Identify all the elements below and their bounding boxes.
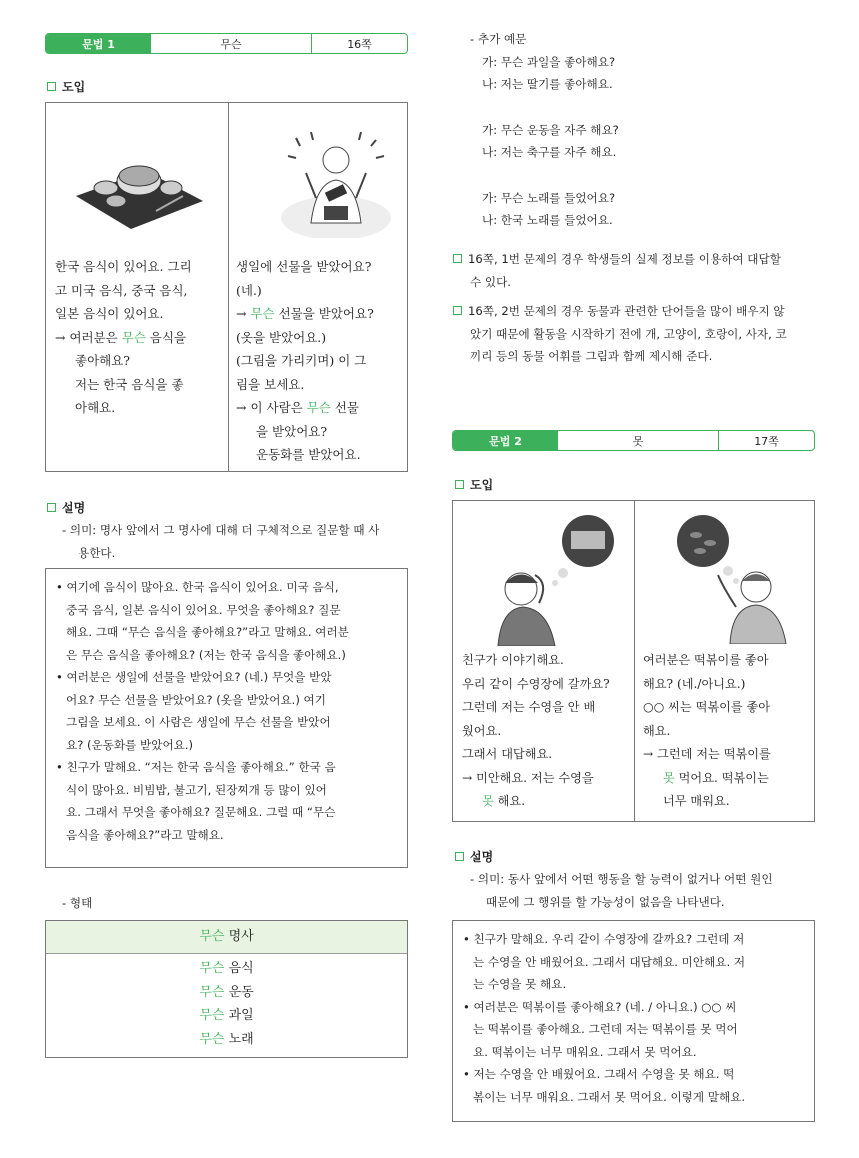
note-2 [453, 300, 787, 368]
intro-text-col2 [643, 649, 815, 814]
highlight-word: 무슨 [199, 1008, 225, 1023]
swimming-thought-illustration [483, 511, 623, 646]
intro-divider [228, 103, 229, 471]
highlight-word: 못 [663, 770, 675, 785]
text-line: 해요. 그때 “무슨 음식을 좋아해요?”라고 말해요. 여러분 [66, 625, 349, 639]
text-line [236, 302, 408, 326]
extra-label: - 추가 예문 [470, 32, 527, 46]
text-line: 음식을 좋아해요?”라고 말해요. [66, 827, 224, 842]
gift-person-illustration [276, 128, 396, 238]
text-line: 여러분은 떡볶이를 좋아 [643, 653, 769, 667]
korean-food-illustration [71, 141, 206, 231]
intro-heading [47, 78, 85, 95]
text-line: 좋아해요? [75, 353, 131, 368]
explain-box [45, 568, 408, 868]
text-line: 을 받았어요? [256, 423, 328, 439]
form-row [46, 1004, 407, 1028]
text-line: 식이 많아요. 비빔밥, 불고기, 된장찌개 등 많이 있어 [66, 782, 327, 797]
text-line: 림을 보세요. [236, 376, 305, 392]
highlight-word: 무슨 [199, 1031, 225, 1047]
text-line [643, 767, 815, 791]
example-line: 나: 한국 노래를 들었어요. [482, 213, 613, 227]
square-bullet-icon [455, 852, 464, 861]
note-1 [453, 248, 781, 293]
text-line: 볶이는 너무 매워요. 그래서 못 먹어요. 이렇게 말해요. [473, 1089, 746, 1104]
grammar-page: 16쪽 [311, 34, 407, 53]
text-line: • 친구가 말해요. “저는 한국 음식을 좋아해요.” 한국 음 [56, 760, 336, 774]
text-run: 선물 [330, 400, 359, 415]
text-line: 웠어요. [462, 723, 502, 738]
intro-text-col2 [236, 255, 408, 467]
form-row [46, 1028, 407, 1052]
explain-heading-text: 설명 [470, 850, 494, 864]
text-run: 해요. [493, 794, 526, 808]
highlight-word: 무슨 [199, 984, 225, 1000]
text-run: 과일 [224, 1008, 254, 1023]
text-line: (그림을 가리키며) 이 그 [236, 353, 367, 368]
text-line: 용한다. [78, 545, 116, 560]
form-table [45, 920, 408, 1058]
text-line: 생일에 선물을 받았어요? [236, 259, 372, 274]
text-line [462, 790, 634, 814]
text-line: (네.) [236, 282, 262, 298]
text-line: 한국 음식이 있어요. 그리 [55, 259, 192, 274]
text-line: 수 있다. [470, 274, 511, 289]
text-line: 어요? 무슨 선물을 받았어요? (옷을 받았어요.) 여기 [66, 692, 326, 707]
explain-heading-2 [455, 848, 493, 865]
text-line: 일본 음식이 있어요. [55, 306, 164, 321]
text-line: - 의미: 동사 앞에서 어떤 행동을 할 능력이 없거나 어떤 원인 [470, 872, 773, 886]
example-line: 가: 무슨 과일을 좋아해요? [482, 54, 616, 69]
square-bullet-icon [47, 503, 56, 512]
grammar-page: 17쪽 [718, 431, 814, 450]
text-line: • 여기에 음식이 많아요. 한국 음식이 있어요. 미국 음식, [56, 580, 339, 594]
grammar-label: 문법 1 [46, 34, 151, 53]
text-run: 음식 [224, 961, 254, 976]
text-line: 그림을 보세요. 이 사람은 생일에 무슨 선물을 받았어 [66, 715, 331, 729]
intro-heading-2 [455, 476, 493, 493]
text-line: 너무 매워요. [663, 794, 730, 808]
text-line: • 여러분은 떡볶이를 좋아해요? (네. / 아니요.) ○○ 씨 [463, 999, 737, 1014]
highlight-word: 무슨 [250, 306, 275, 321]
text-run: → 여러분은 [55, 329, 122, 345]
text-line: → 미안해요. 저는 수영을 [462, 770, 594, 785]
text-run: 음식을 [145, 329, 187, 345]
grammar-title: 못 [632, 434, 644, 448]
text-line: 는 수영을 못 해요. [473, 977, 567, 991]
intro-heading-text: 도입 [62, 80, 86, 94]
form-table-header [46, 921, 407, 954]
text-run: 먹어요. 떡볶이는 [674, 770, 769, 785]
intro-box-2 [452, 500, 815, 822]
text-run: 운동 [224, 984, 254, 1000]
text-line: • 여러분은 생일에 선물을 받았어요? (네.) 무엇을 받았 [56, 670, 332, 684]
text-line: • 저는 수영을 안 배웠어요. 그래서 수영을 못 해요. 떡 [463, 1067, 735, 1081]
text-run: 명사 [224, 929, 254, 944]
text-line: 는 떡볶이를 좋아해요. 그런데 저는 떡볶이를 못 먹어 [473, 1022, 738, 1036]
text-run: 16쪽, 2번 문제의 경우 동물과 관련한 단어들을 많이 배우지 않 [468, 304, 785, 318]
form-row [46, 957, 407, 981]
explain-heading [47, 499, 85, 516]
intro-text-col1 [462, 649, 634, 814]
example-line: 가: 무슨 운동을 자주 해요? [482, 122, 619, 137]
text-line: 요. 떡볶이는 너무 매워요. 그래서 못 먹어요. [473, 1044, 697, 1059]
example-line: 가: 무슨 노래를 들었어요? [482, 190, 616, 205]
text-line: 해요? (네./아니요.) [643, 676, 746, 691]
grammar-label: 문법 2 [453, 431, 558, 450]
explain-heading-text: 설명 [62, 501, 86, 515]
form-rows [46, 957, 407, 1051]
text-run: 16쪽, 1번 문제의 경우 학생들의 실제 정보를 이용하여 대답할 [468, 252, 781, 266]
text-line: - 의미: 명사 앞에서 그 명사에 대해 더 구체적으로 질문할 때 사 [62, 523, 380, 537]
text-line: 그런데 저는 수영을 안 배 [462, 700, 596, 714]
text-run: → [236, 306, 251, 321]
highlight-word: 무슨 [199, 961, 225, 976]
text-line: 요? (운동화를 받았어요.) [66, 737, 194, 752]
text-line: 해요. [643, 723, 671, 738]
highlight-word: 무슨 [199, 929, 225, 944]
text-line: 요. 그래서 무엇을 좋아해요? 질문해요. 그럴 때 “무슨 [66, 805, 336, 819]
intro-text-col1 [55, 255, 227, 420]
meaning-text [62, 519, 379, 564]
square-bullet-icon [455, 480, 464, 489]
example-line: 나: 저는 딸기를 좋아해요. [482, 77, 613, 91]
text-line: ○○ 씨는 떡볶이를 좋아 [643, 700, 771, 714]
text-line [453, 248, 781, 271]
text-line: → 그런데 저는 떡볶이를 [643, 747, 771, 761]
grammar-bar-2 [452, 430, 815, 451]
grammar-title: 무슨 [220, 37, 242, 51]
form-row [46, 981, 407, 1005]
text-line: 끼리 등의 동물 어휘를 그림과 함께 제시해 준다. [470, 349, 713, 363]
text-line [236, 396, 408, 420]
text-line: 는 수영을 안 배웠어요. 그래서 대답해요. 미안해요. 저 [473, 954, 746, 969]
text-line: 그래서 대답해요. [462, 747, 553, 761]
text-run: 선물을 받았어요? [274, 306, 374, 321]
text-line: • 친구가 말해요. 우리 같이 수영장에 갈까요? 그런데 저 [463, 932, 745, 946]
explain-box-2 [452, 920, 815, 1122]
text-line: (옷을 받았어요.) [236, 329, 327, 345]
text-line [453, 300, 787, 323]
square-bullet-icon [47, 82, 56, 91]
text-run: 노래 [224, 1031, 254, 1047]
square-bullet-icon [453, 254, 462, 263]
intro-heading-text: 도입 [470, 478, 494, 492]
text-line: 때문에 그 행위를 할 가능성이 없음을 나타낸다. [486, 894, 725, 909]
meaning-text-2 [470, 868, 773, 913]
intro-box [45, 102, 408, 472]
tteokbokki-thought-illustration [668, 509, 808, 644]
highlight-word: 못 [482, 794, 494, 808]
text-line: 고 미국 음식, 중국 음식, [55, 282, 188, 298]
text-line: 저는 한국 음식을 좋 [75, 376, 184, 392]
text-line: 우리 같이 수영장에 갈까요? [462, 676, 610, 691]
example-line: 나: 저는 축구를 자주 해요. [482, 145, 617, 159]
intro-divider [634, 501, 635, 821]
text-line: 아해요. [75, 400, 116, 415]
square-bullet-icon [453, 306, 462, 315]
text-line [55, 326, 227, 350]
text-line: 친구가 이야기해요. [462, 653, 564, 667]
text-line: 았기 때문에 활동을 시작하기 전에 개, 고양이, 호랑이, 사자, 코 [470, 326, 787, 341]
text-run: → 이 사람은 [236, 400, 307, 415]
text-line: 은 무슨 음식을 좋아해요? (저는 한국 음식을 좋아해요.) [66, 647, 346, 662]
highlight-word: 무슨 [121, 329, 146, 345]
text-line: 중국 음식, 일본 음식이 있어요. 무엇을 좋아해요? 질문 [66, 602, 341, 617]
form-label: - 형태 [62, 896, 93, 910]
extra-examples [470, 28, 619, 232]
text-line: 운동화를 받았어요. [256, 447, 361, 462]
highlight-word: 무슨 [306, 400, 331, 415]
grammar-bar-1 [45, 33, 408, 54]
